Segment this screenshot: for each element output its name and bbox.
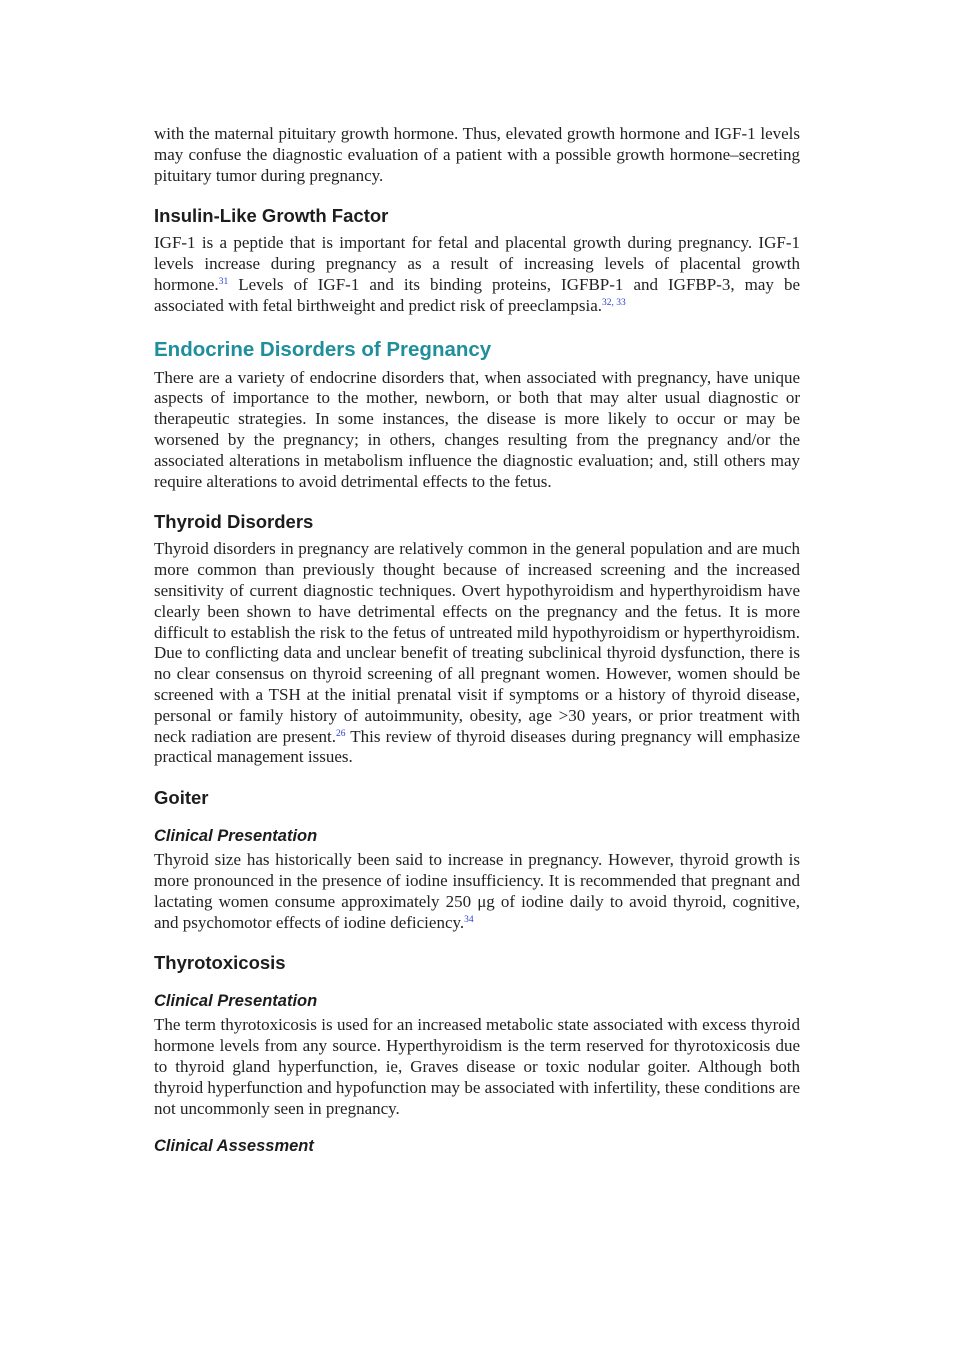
thyrotoxicosis-paragraph: The term thyrotoxicosis is used for an increased metabolic state associated with excess thyroid hormone levels from any source. Hyperthyroidism is the term reserved for thyrotoxicosis due to thyroid gland hyperfunction, ie, Graves disease or toxic nodular goiter. Although both thyroid hyperfunction and hypofunction may be associated with infertility, these conditions are not uncommonly seen in pregnancy.	[154, 1015, 800, 1118]
igf-text-a: IGF-1 is a peptide that is important for fetal and placental growth during pregnancy. IGF-1 levels increase during pregnancy as a result of increasing levels of placental growth hormone.	[154, 233, 800, 294]
document-page	[154, 124, 800, 1160]
endocrine-paragraph: There are a variety of endocrine disorders that, when associated with pregnancy, have unique aspects of importance to the mother, newborn, or both that may alter usual diagnostic or therapeutic strategies. In some instances, the disease is more likely to occur or may be worsened by the pregnancy; in others, changes resulting from the pregnancy and/or the associated alterations in metabolism influence the diagnostic evaluation; and, still others may require alterations to avoid detrimental effects to the fetus.	[154, 367, 800, 491]
heading-goiter: Goiter	[154, 787, 209, 809]
reference-link-34[interactable]: 34	[464, 914, 474, 925]
thyroid-text-b: This review of thyroid diseases during pregnancy will emphasize practical management issues.	[154, 726, 800, 767]
heading-thyroid-disorders: Thyroid Disorders	[154, 511, 314, 533]
goiter-text: Thyroid size has historically been said to increase in pregnancy. However, thyroid growth is more pronounced in the presence of iodine insufficiency. It is recommended that pregnant and lactating women consume approximately 250 μg of iodine daily to avoid thyroid, cognitive, and psychomotor effects of iodine deficiency.	[154, 850, 800, 932]
reference-link-26[interactable]: 26	[335, 728, 346, 739]
heading-endocrine-disorders: Endocrine Disorders of Pregnancy	[154, 337, 492, 361]
reference-link-32-33[interactable]: 32, 33	[602, 297, 626, 308]
heading-insulin-like-growth-factor: Insulin-Like Growth Factor	[154, 205, 389, 227]
thyroid-paragraph	[154, 539, 800, 768]
heading-thyrotoxicosis: Thyrotoxicosis	[154, 952, 286, 974]
heading-clinical-assessment: Clinical Assessment	[154, 1137, 314, 1156]
goiter-paragraph	[154, 850, 800, 933]
igf-paragraph	[154, 233, 800, 316]
heading-thyrotoxicosis-clinical-presentation: Clinical Presentation	[154, 992, 318, 1011]
reference-link-31[interactable]: 31	[218, 276, 229, 287]
igf-text-b: Levels of IGF-1 and its binding proteins, IGFBP-1 and IGFBP-3, may be associated with fetal birthweight and predict risk of preeclampsia.	[154, 274, 800, 315]
thyroid-text-a: Thyroid disorders in pregnancy are relatively common in the general population and are much more common than previously thought because of increased screening and the increased sensitivity of current diagnostic techniques. Overt hypothyroidism and hyperthyroidism have clearly been shown to have detrimental effects on the pregnancy and the fetus. It is more difficult to establish the risk to the fetus of untreated mild hypothyroidism or hyperthyroidism. Due to conflicting data and unclear benefit of treating subclinical thyroid dysfunction, there is no clear consensus on thyroid screening of all pregnant women. However, women should be screened with a TSH at the initial prenatal visit if symptoms or a history of thyroid disease, personal or family history of autoimmunity, obesity, age >30 years, or prior treatment with neck radiation are present.	[154, 539, 800, 746]
heading-goiter-clinical-presentation: Clinical Presentation	[154, 827, 318, 846]
intro-paragraph: with the maternal pituitary growth hormone. Thus, elevated growth hormone and IGF-1 levels may confuse the diagnostic evaluation of a patient with a possible growth hormone–secreting pituitary tumor during pregnancy.	[154, 124, 800, 185]
